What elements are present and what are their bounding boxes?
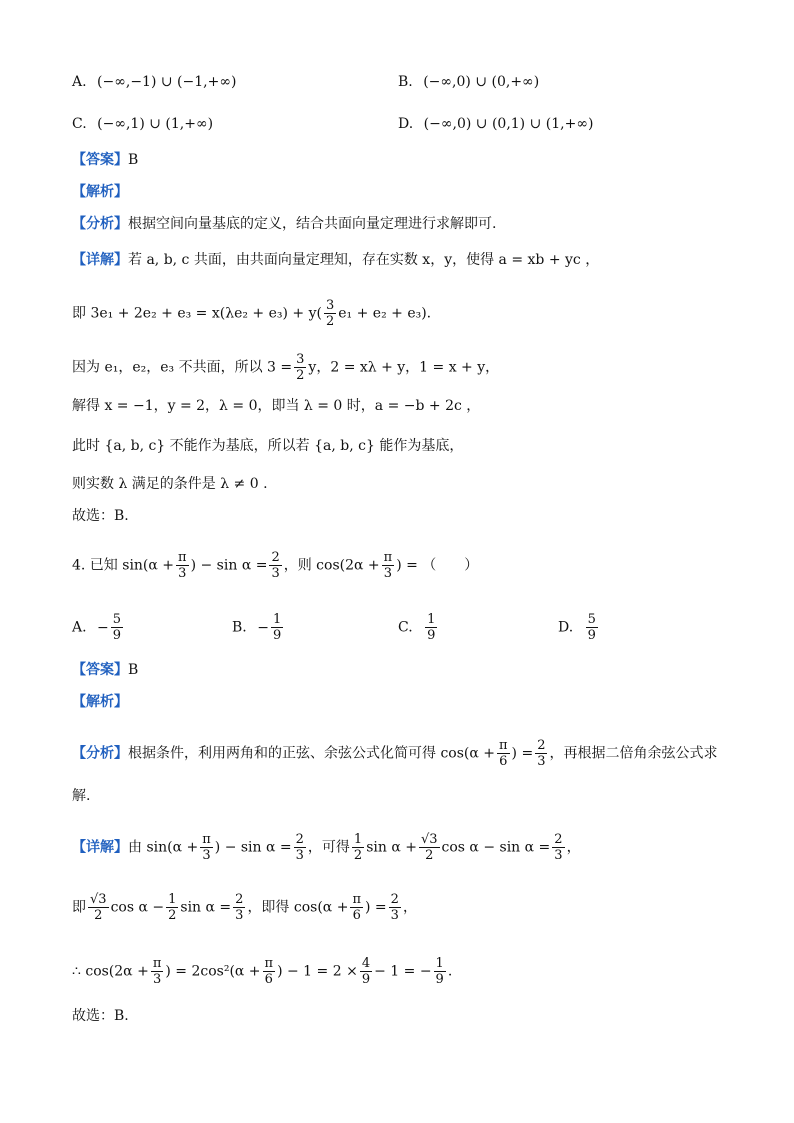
q4-option-b [232,612,285,643]
fenxi-line [72,214,496,234]
fraction [425,612,437,643]
detail-tag: 【详解】 [72,839,128,856]
equation-part: ，可得 [307,839,350,856]
denominator: 2 [94,908,103,923]
denominator: 3 [554,848,563,863]
numerator: 1 [435,956,444,971]
fraction [151,956,164,987]
conclusion-text: 故选：B. [72,1008,129,1024]
numerator: 5 [587,612,596,627]
q4-fenxi-line [72,738,717,769]
equation-part: . [447,963,453,980]
denominator: 9 [427,628,436,643]
analysis-label: 【解析】 [72,184,128,200]
fraction [586,612,598,643]
option-b [398,72,539,92]
numerator: π [352,892,361,907]
option-text: (−∞,1) ∪ (1,+∞) [97,116,214,132]
numerator: 2 [295,832,304,847]
equation-part: ， [402,899,417,916]
numerator: 3 [296,352,305,367]
q4-option-a [72,612,125,643]
option-d [398,114,593,134]
fraction [269,550,281,581]
fenxi-text: 解. [72,788,91,804]
equation-part: e₁ + e₂ + e₃). [338,305,432,322]
numerator: 4 [361,956,371,971]
q4-analysis-tag [72,692,128,712]
denominator: 3 [383,566,393,581]
equation-part: sin α = [180,899,232,916]
answer-tag: 【答案】 [72,152,128,168]
denominator: 6 [352,908,361,923]
fraction [233,892,245,923]
denominator: 3 [271,566,280,581]
denominator: 3 [202,848,211,863]
equation-part: 即 3e₁ + 2e₂ + e₃ = x(λe₂ + e₃) + y( [72,305,322,322]
equation-part: sin α + [366,839,417,856]
numerator: π [178,550,187,565]
equation-text: 解得 x = −1，y = 2，λ = 0，即当 λ = 0 时，a = −b + 2c ， [72,398,481,414]
numerator: 1 [427,612,436,627]
answer-tag: 【答案】 [72,662,128,678]
fraction [535,738,547,769]
fraction [263,956,276,987]
detail-line-2 [72,298,431,329]
denominator: 2 [296,368,305,383]
equation-part: 由 sin(α + [128,839,199,856]
denominator: 6 [264,972,273,987]
numerator: π [202,832,211,847]
numerator: π [383,550,393,565]
option-label: D. [398,116,414,132]
denominator: 3 [152,972,162,987]
detail-line-7 [72,506,129,526]
option-text: (−∞,0) ∪ (0,+∞) [423,74,540,90]
numerator: √3 [420,832,438,847]
conclusion-text: 故选：B. [72,508,129,524]
stem-part: ) = （ ） [396,557,479,574]
detail-line-5 [72,436,463,456]
option-text: (−∞,−1) ∪ (−1,+∞) [97,74,237,90]
denominator: 3 [537,754,546,769]
option-label: A. [72,619,87,636]
fraction [271,612,283,643]
equation-part: ) − 1 = 2 × [277,963,358,980]
option-label: B. [232,619,247,636]
fraction [166,892,178,923]
denominator: 3 [390,908,399,923]
option-sign: − [257,619,269,636]
denominator: 2 [353,848,363,863]
numerator: 2 [537,738,546,753]
fraction [111,612,123,643]
fraction [200,832,213,863]
equation-part: ，即得 cos(α + [247,899,349,916]
fraction [88,892,109,923]
fraction [382,550,395,581]
numerator: π [499,738,508,753]
q4-option-d [558,612,600,643]
fenxi-text: 根据条件，利用两角和的正弦、余弦公式化简可得 cos(α + [128,745,495,762]
option-text: (−∞,0) ∪ (0,1) ∪ (1,+∞) [423,116,594,132]
detail-line-4 [72,396,480,416]
fraction [350,892,363,923]
denominator: 9 [361,972,371,987]
equation-part: ∴ cos(2α + [72,963,149,980]
fraction [419,832,440,863]
option-a [72,72,236,92]
q4-detail-2 [72,892,417,923]
denominator: 9 [272,628,282,643]
fenxi-tag: 【分析】 [72,216,128,232]
fenxi-tag: 【分析】 [72,745,128,762]
numerator: 2 [271,550,280,565]
denominator: 9 [112,628,122,643]
numerator: 2 [235,892,244,907]
q4-final [72,1006,129,1026]
analysis-label: 【解析】 [72,694,128,710]
detail-tag: 【详解】 [72,252,128,268]
fraction [294,352,306,383]
answer-value: B [128,662,139,678]
equation-part: 即 [72,899,86,916]
option-label: C. [398,619,413,636]
equation-text: 此时 {a, b, c} 不能作为基底，所以若 {a, b, c} 能作为基底， [72,438,464,454]
numerator: 2 [390,892,399,907]
numerator: 3 [325,298,335,313]
fenxi-text: 根据空间向量基底的定义，结合共面向量定理进行求解即可. [128,216,497,232]
numerator: 5 [112,612,122,627]
numerator: π [152,956,162,971]
denominator: 2 [168,908,177,923]
option-label: A. [72,74,87,90]
fraction [552,832,564,863]
fraction [434,956,446,987]
equation-part: y，2 = xλ + y，1 = x + y， [308,359,500,376]
denominator: 9 [587,628,596,643]
stem-part: ，则 cos(2α + [283,557,380,574]
equation-part: cos α − [110,899,165,916]
numerator: √3 [90,892,107,907]
fraction [324,298,336,329]
option-sign: − [97,619,109,636]
detail-line-3 [72,352,499,383]
denominator: 3 [235,908,244,923]
denominator: 3 [178,566,187,581]
q4-detail-3 [72,956,452,987]
option-c [72,114,213,134]
denominator: 6 [499,754,508,769]
numerator: π [264,956,274,971]
denominator: 3 [295,848,304,863]
q4-detail-1 [72,832,581,863]
q4-answer-line [72,660,138,680]
stem-part: 4. 已知 sin(α + [72,557,175,574]
answer-value: B [128,152,139,168]
numerator: 2 [554,832,563,847]
numerator: 1 [168,892,177,907]
equation-part: ) = [365,899,387,916]
detail-line-6 [72,474,268,494]
q4-fenxi-cont [72,786,90,806]
fraction [360,956,372,987]
answer-line [72,150,138,170]
denominator: 9 [435,972,444,987]
equation-part: ) − sin α = [214,839,292,856]
fraction [176,550,189,581]
fenxi-text: ) = [511,745,534,762]
detail-text: 若 a, b, c 共面，由共面向量定理知，存在实数 x，y，使得 a = xb + yc ， [128,252,600,268]
fraction [389,892,401,923]
numerator: 1 [272,612,282,627]
numerator: 1 [353,832,363,847]
q4-option-c [398,612,439,643]
option-label: B. [398,74,413,90]
equation-part: ， [566,839,581,856]
q4-stem [72,550,478,581]
analysis-tag [72,182,128,202]
equation-part: 因为 e₁，e₂，e₃ 不共面，所以 3 = [72,359,293,376]
detail-line-1 [72,250,599,270]
option-label: D. [558,619,574,636]
denominator: 2 [425,848,434,863]
denominator: 2 [325,314,335,329]
option-label: C. [72,116,87,132]
equation-text: 则实数 λ 满足的条件是 λ ≠ 0 . [72,476,268,492]
equation-part: − 1 = − [374,963,432,980]
fraction [352,832,364,863]
equation-part: cos α − sin α = [441,839,551,856]
fenxi-text: ，再根据二倍角余弦公式求 [549,745,718,762]
fraction [294,832,306,863]
stem-part: ) − sin α = [190,557,268,574]
fraction [497,738,510,769]
equation-part: ) = 2cos²(α + [165,963,261,980]
